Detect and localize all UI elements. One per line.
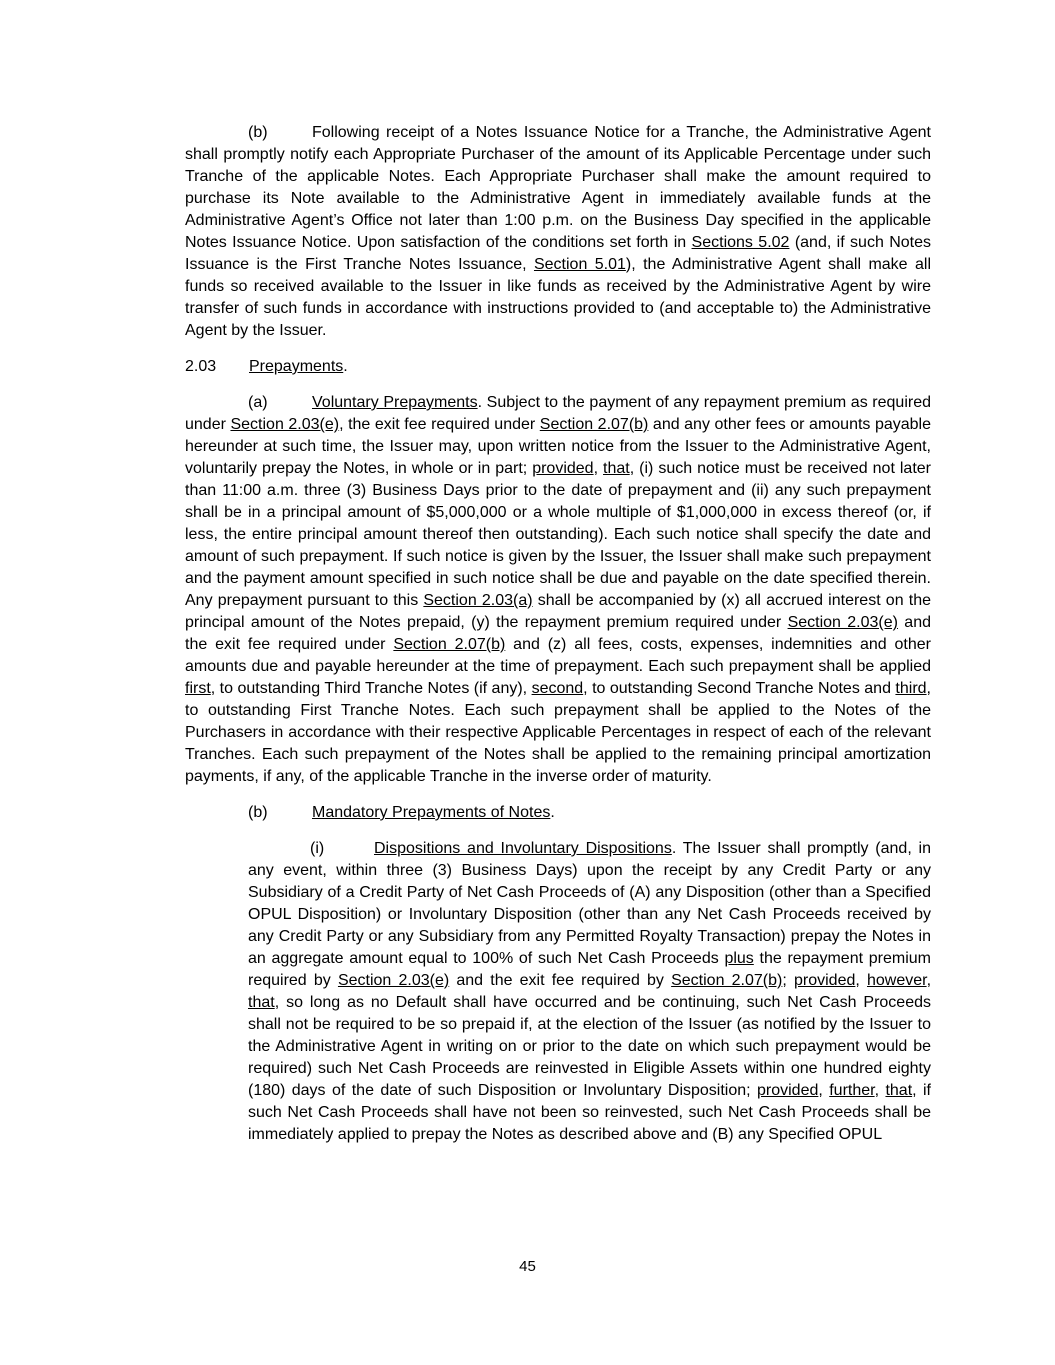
text-run: . Subject to the payment of any repayment premium as required under [185,394,932,433]
underlined-term: Prepayments [249,358,344,375]
text-run: . The Issuer shall promptly (and, in any event, within three (3) Business Days) upon the receipt by any Credit Party or any Subsidiary of a Credit Party of Net Cash Proceeds of (A) any Disposition (other than a Specified OPUL Disposition) or Involuntary Disposition (other than any Net Cash Proceeds received by any Credit Party or any Subsidiary from any Permitted Royalty Transaction) prepay the Notes in an aggregate amount equal to 100% of such Net Cash Proceeds [248,840,931,967]
underlined-term: Mandatory Prepayments of Notes [312,804,551,821]
underlined-term: that [885,1082,913,1099]
list-label: (b) [248,124,268,141]
list-label: (a) [248,394,268,411]
text-run: . [550,804,555,821]
para-i-dispositions [248,838,931,1146]
text-run: the repayment premium required by [248,950,931,989]
underlined-term: Voluntary Prepayments [312,394,478,411]
underlined-term: Section 5.01 [533,256,626,273]
text-run: and (z) all fees, costs, expenses, indemnities and other amounts due and payable hereunder at the time of prepayment. Each such prepayment shall be applied [185,636,931,675]
text-run: ; [782,972,794,989]
heading-section-2-03-prepayments [185,356,931,378]
underlined-term: Dispositions and Involuntary Dispositions [374,840,672,857]
text-run: and the exit fee required by [449,972,672,989]
underlined-term: third [895,680,927,697]
underlined-term: provided [757,1082,819,1099]
underlined-term: first [185,680,211,697]
underlined-term: Section 2.07(b) [539,416,649,433]
underlined-term: provided [793,972,856,989]
underlined-term: plus [724,950,754,967]
text-run: , [593,460,604,477]
text-run: , if such Net Cash Proceeds shall have not been so reinvested, such Net Cash Proceeds shall be immediately applied to prepay the Notes as described above and (B) any Specified OPUL [248,1082,931,1143]
underlined-term: provided [532,460,594,477]
underlined-term: Section 2.03(e) [787,614,898,631]
text-run: , (i) such notice must be received not later than 11:00 a.m. three (3) Business Days prior to the date of prepayment and (ii) any such prepayment shall be in a principal amount of $5,000,000 or a whole multiple of $1,000,000 in excess thereof (or, if less, the entire principal amount thereof then outstanding). Each such notice shall specify the date and amount of such prepayment. If such notice is given by the Issuer, the Issuer shall make such prepayment and the payment amount specified in such notice shall be due and payable on the date specified therein. Any prepayment pursuant to this [185,460,931,609]
list-label: (i) [310,840,325,857]
underlined-term: Section 2.03(a) [423,592,533,609]
text-run: , [874,1082,886,1099]
underlined-term: Section 2.07(b) [671,972,783,989]
text-run: , [855,972,867,989]
text-run: (and, if such Notes Issuance is the First Tranche Notes Issuance, [185,234,932,273]
text-run: Following receipt of a Notes Issuance Notice for a Tranche, the Administrative Agent shall promptly notify each Appropriate Purchaser of the amount of its Applicable Percentage under such Tranche of the applicable Notes. Each Appropriate Purchaser shall make the amount required to purchase its Note available to the Administrative Agent in immediately available funds at the Administrative Agent’s Office not later than 1:00 p.m. on the Business Day specified in the applicable Notes Issuance Notice. Upon satisfaction of the conditions set forth in [185,124,931,251]
para-b-notes-issuance [185,122,931,342]
para-a-voluntary-prepayments [185,392,931,788]
underlined-term: second [531,680,584,697]
text-run: , so long as no Default shall have occurred and be continuing, such Net Cash Proceeds shall not be required to be so prepaid if, at the election of the Issuer (as notified by the Issuer to the Administrative Agent in writing on or prior to the date on which such prepayment would be required) such Net Cash Proceeds are reinvested in Eligible Assets within one hundred eighty (180) days of the date of such Disposition or Involuntary Disposition; [248,994,931,1099]
underlined-term: Sections 5.02 [691,234,790,251]
document-body [185,122,931,1160]
underlined-term: that [248,994,275,1011]
list-label: (b) [248,804,268,821]
heading-b-mandatory-prepayments [185,802,931,824]
text-run: , to outstanding Third Tranche Notes (if any), [210,680,532,697]
text-run: and the exit fee required under [185,614,932,653]
underlined-term: however [866,972,927,989]
text-run: , to outstanding First Tranche Notes. Each such prepayment shall be applied to the Notes of the Purchasers in accordance with their respective Applicable Percentages in respect of each of the relevant Tranches. Each such prepayment of the Notes shall be applied to the remaining principal amortization payments, if any, of the applicable Tranche in the inverse order of maturity. [185,680,931,785]
text-run: , the exit fee required under [339,416,540,433]
page-number: 45 [519,1258,536,1275]
text-run: ), the Administrative Agent shall make all funds so received available to the Issuer in like funds as received by the Administrative Agent by wire transfer of such funds in accordance with instructions provided to (and acceptable to) the Administrative Agent by the Issuer. [185,256,932,339]
text-run: , [926,972,932,989]
underlined-term: Section 2.03(e) [337,972,450,989]
underlined-term: Section 2.07(b) [393,636,506,653]
text-run: . [343,358,348,375]
underlined-term: Section 2.03(e) [230,416,340,433]
text-run: , to outstanding Second Tranche Notes and [583,680,896,697]
text-run: and any other fees or amounts payable hereunder at such time, the Issuer may, upon written notice from the Issuer to the Administrative Agent, voluntarily prepay the Notes, in whole or in part; [185,416,931,477]
underlined-term: further [829,1082,875,1099]
text-run: shall be accompanied by (x) all accrued interest on the principal amount of the Notes prepaid, (y) the repayment premium required under [185,592,931,631]
underlined-term: that [603,460,630,477]
text-run: , [818,1082,830,1099]
list-label: 2.03 [185,358,217,375]
